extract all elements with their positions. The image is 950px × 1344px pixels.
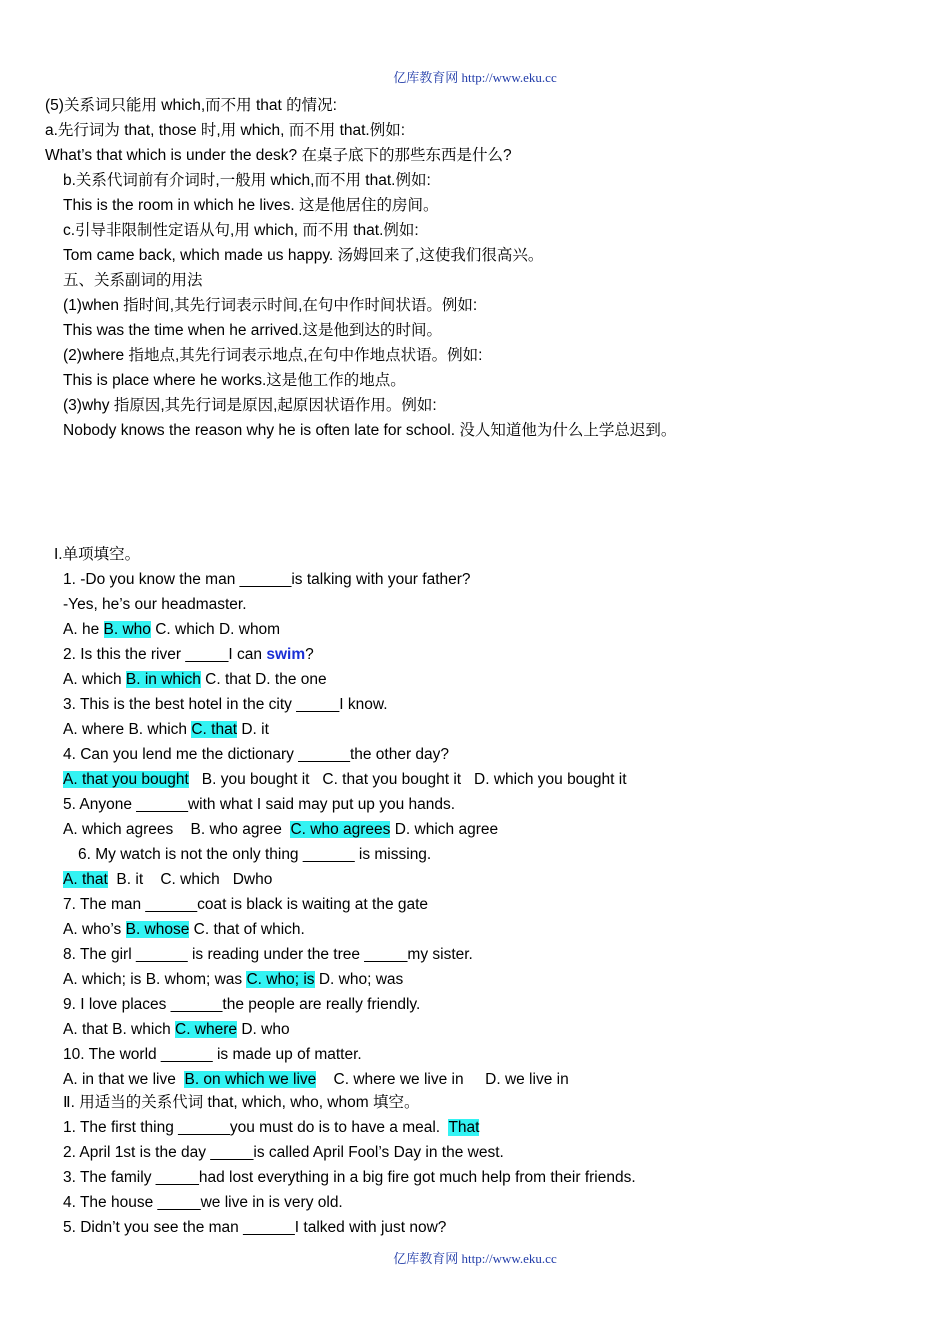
answer-highlight: That (448, 1119, 480, 1136)
option-text: B. you bought it C. that you bought it D. which you bought it (188, 771, 627, 788)
fill-question-5: 5. Didn’t you see the man ______I talked with just now? (63, 1219, 447, 1236)
option-text: A. who’s (63, 921, 126, 938)
question-5: 5. Anyone ______with what I said may put up you hands. (63, 796, 456, 813)
question-7-options (63, 920, 305, 940)
question-text: ? (305, 646, 314, 663)
question-text: 1. The first thing ______you must do is to have a meal. (63, 1119, 449, 1136)
option-text: A. which; is B. whom; was (63, 971, 247, 988)
question-1: 1. -Do you know the man ______is talking with your father? (63, 571, 471, 588)
fill-question-4: 4. The house _____we live in is very old. (63, 1194, 343, 1211)
question-9: 9. I love places ______the people are really friendly. (63, 996, 421, 1013)
option-text: C. which D. whom (150, 621, 281, 638)
exercise1-title: I.单项填空。 (54, 546, 141, 563)
section5-b-example: This is the room in which he lives. 这是他居住的房间。 (63, 197, 439, 214)
option-text: A. in that we live (63, 1071, 185, 1088)
header-url[interactable]: http://www.eku.cc (461, 70, 557, 85)
header-site: 亿库教育网 (393, 70, 459, 85)
answer-highlight: C. who; is (246, 971, 315, 988)
question-4: 4. Can you lend me the dictionary ______the other day? (63, 746, 450, 763)
question-2 (63, 645, 314, 665)
why-rule: (3)why 指原因,其先行词是原因,起原因状语作用。例如: (63, 397, 437, 414)
question-8-options (63, 970, 403, 990)
question-8: 8. The girl ______ is reading under the tree _____my sister. (63, 946, 473, 963)
answer-highlight: C. who agrees (290, 821, 391, 838)
footer-url[interactable]: http://www.eku.cc (461, 1251, 557, 1266)
question-1-options (63, 620, 280, 640)
question-2-options (63, 670, 327, 690)
option-text: D. it (237, 721, 269, 738)
answer-highlight: C. that (191, 721, 238, 738)
fill-question-3: 3. The family _____had lost everything in a big fire got much help from their friends. (63, 1169, 636, 1186)
answer-highlight: B. who (103, 621, 151, 638)
section5-b-rule: b.关系代词前有介词时,一般用 which,而不用 that.例如: (63, 172, 431, 189)
question-10-options (63, 1070, 569, 1090)
option-text: D. who; was (314, 971, 404, 988)
answer-highlight: A. that (63, 871, 108, 888)
where-example: This is place where he works.这是他工作的地点。 (63, 372, 406, 389)
page-header (0, 67, 950, 86)
option-text: A. he (63, 621, 104, 638)
option-text: A. which (63, 671, 126, 688)
hyperlink-word[interactable]: swim (266, 646, 306, 663)
option-text: D. which agree (390, 821, 499, 838)
why-example: Nobody knows the reason why he is often late for school. 没人知道他为什么上学总迟到。 (63, 422, 677, 439)
option-text: A. which agrees B. who agree (63, 821, 291, 838)
section5-c-example: Tom came back, which made us happy. 汤姆回来了,这使我们很高兴。 (63, 247, 544, 264)
option-text: A. that B. which (63, 1021, 175, 1038)
option-text: C. where we live in D. we live in (316, 1071, 569, 1088)
question-1-reply: -Yes, he’s our headmaster. (63, 596, 247, 613)
fill-question-2: 2. April 1st is the day _____is called April Fool’s Day in the west. (63, 1144, 504, 1161)
answer-highlight: A. that you bought (63, 771, 189, 788)
option-text: D. who (237, 1021, 290, 1038)
section5-title: (5)关系词只能用 which,而不用 that 的情况: (45, 97, 337, 114)
option-text: C. that of which. (189, 921, 305, 938)
section5-c-rule: c.引导非限制性定语从句,用 which, 而不用 that.例如: (63, 222, 419, 239)
section5-a-rule: a.先行词为 that, those 时,用 which, 而不用 that.例如: (45, 122, 406, 139)
question-3-options (63, 720, 269, 740)
question-4-options (63, 770, 627, 790)
fill-question-1 (63, 1118, 479, 1138)
page-footer (0, 1248, 950, 1267)
when-rule: (1)when 指时间,其先行词表示时间,在句中作时间状语。例如: (63, 297, 478, 314)
option-text: B. it C. which Dwho (107, 871, 273, 888)
question-text: 2. Is this the river _____I can (63, 646, 267, 663)
question-7: 7. The man ______coat is black is waiting at the gate (63, 896, 429, 913)
question-6-options (63, 870, 272, 890)
answer-highlight: B. on which we live (184, 1071, 317, 1088)
answer-highlight: B. in which (125, 671, 201, 688)
answer-highlight: C. where (175, 1021, 238, 1038)
answer-highlight: B. whose (125, 921, 190, 938)
when-example: This was the time when he arrived.这是他到达的时间。 (63, 322, 442, 339)
question-10: 10. The world ______ is made up of matter. (63, 1046, 362, 1063)
question-5-options (63, 820, 498, 840)
adverbs-title: 五、关系副词的用法 (63, 272, 203, 289)
footer-site: 亿库教育网 (393, 1251, 459, 1266)
option-text: C. that D. the one (200, 671, 327, 688)
exercise2-title: Ⅱ. 用适当的关系代词 that, which, who, whom 填空。 (63, 1094, 420, 1111)
where-rule: (2)where 指地点,其先行词表示地点,在句中作地点状语。例如: (63, 347, 483, 364)
question-9-options (63, 1020, 290, 1040)
section5-a-example: What’s that which is under the desk? 在桌子底下的那些东西是什么? (45, 147, 512, 164)
question-3: 3. This is the best hotel in the city _____I know. (63, 696, 388, 713)
option-text: A. where B. which (63, 721, 192, 738)
question-6: 6. My watch is not the only thing ______ is missing. (78, 846, 432, 863)
